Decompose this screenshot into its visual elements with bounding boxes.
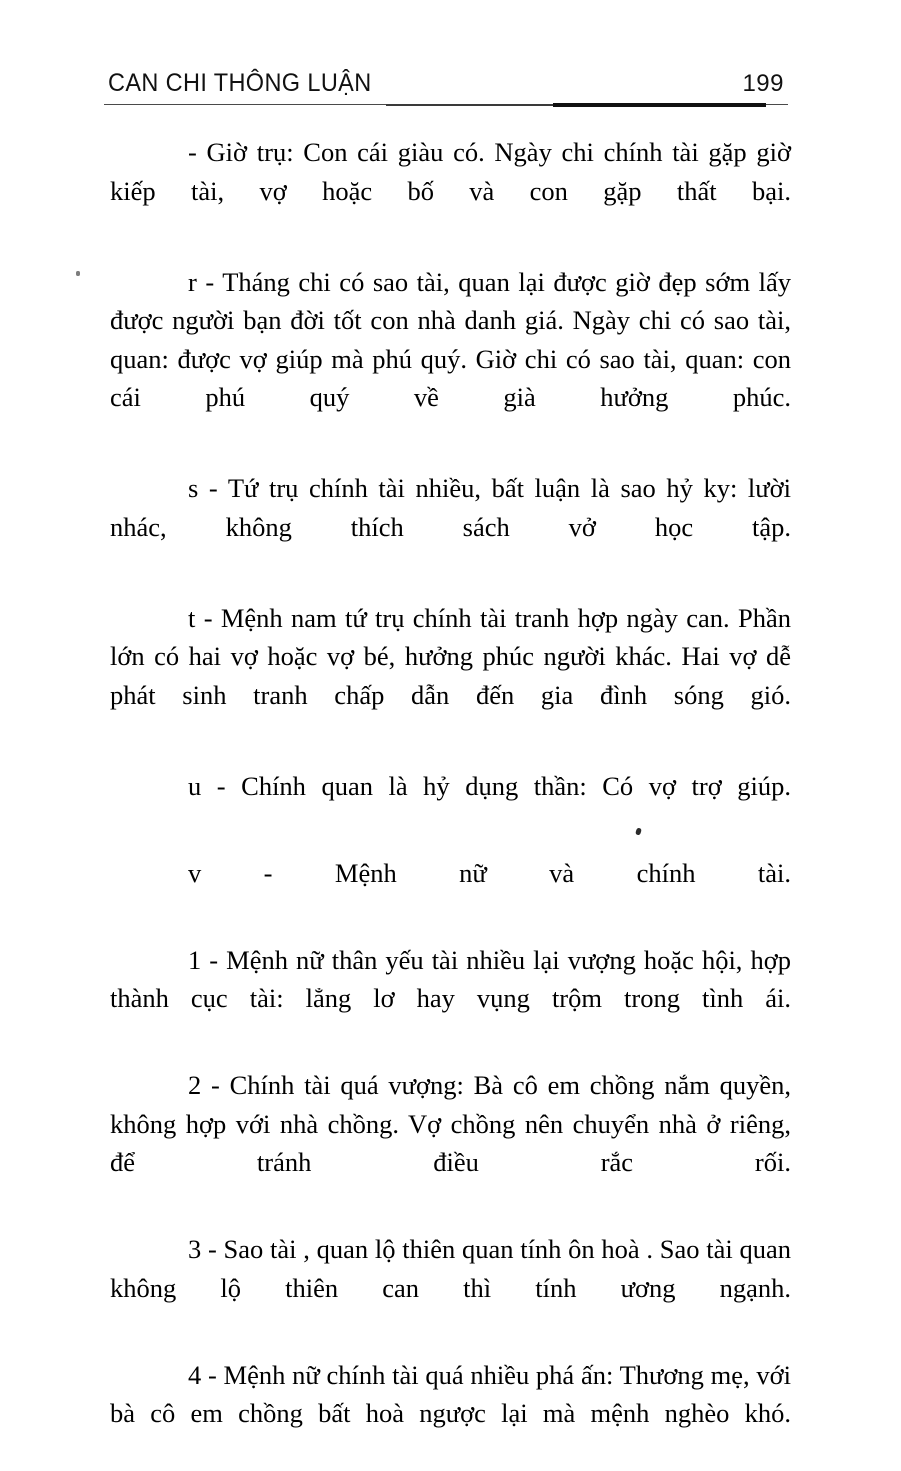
paragraph-v: v - Mệnh nữ và chính tài. xyxy=(110,854,791,931)
paragraph-2: 2 - Chính tài quá vượng: Bà cô em chồng nắm quyền, không hợp với nhà chồng. Vợ chồng nên chuyển nhà ở riêng, để tránh điều rắc rối. xyxy=(110,1066,791,1220)
paragraph-gio-tru: - Giờ trụ: Con cái giàu có. Ngày chi chính tài gặp giờ kiếp tài, vợ hoặc bố và con gặp thất bại. xyxy=(110,133,791,249)
paragraph-1: 1 - Mệnh nữ thân yếu tài nhiều lại vượng hoặc hội, hợp thành cục tài: lẳng lơ hay vụng trộm trong tình ái. xyxy=(110,941,791,1057)
page-number: 199 xyxy=(742,72,784,96)
paragraph-s: s - Tứ trụ chính tài nhiều, bất luận là sao hỷ ky: lười nhác, không thích sách vở học tập. xyxy=(110,469,791,585)
paragraph-t: t - Mệnh nam tứ trụ chính tài tranh hợp ngày can. Phần lớn có hai vợ hoặc vợ bé, hưởng phúc người khác. Hai vợ dễ phát sinh tranh chấp dẫn đến gia đình sóng gió. xyxy=(110,599,791,753)
body-text-block xyxy=(110,133,791,1471)
paragraph-r: r - Tháng chi có sao tài, quan lại được giờ đẹp sớm lấy được người bạn đời tốt con nhà danh giá. Ngày chi có sao tài, quan: được vợ giúp mà phú quý. Giờ chi có sao tài, quan: con cái phú quý về già hưởng phúc. xyxy=(110,263,791,456)
paragraph-3: 3 - Sao tài , quan lộ thiên quan tính ôn hoà . Sao tài quan không lộ thiên can thì tính ương ngạnh. xyxy=(110,1230,791,1346)
scan-artifact-margin xyxy=(76,271,80,276)
paragraph-u: u - Chính quan là hỷ dụng thần: Có vợ trợ giúp. xyxy=(110,767,791,844)
paragraph-4: 4 - Mệnh nữ chính tài quá nhiều phá ấn: Thương mẹ, với bà cô em chồng bất hoà ngược lại mà mệnh nghèo khó. xyxy=(110,1356,791,1471)
running-head xyxy=(108,62,784,96)
page-title: CAN CHI THÔNG LUẬN xyxy=(108,71,372,96)
header-divider xyxy=(104,102,788,108)
divider-thick-segment xyxy=(553,103,766,107)
